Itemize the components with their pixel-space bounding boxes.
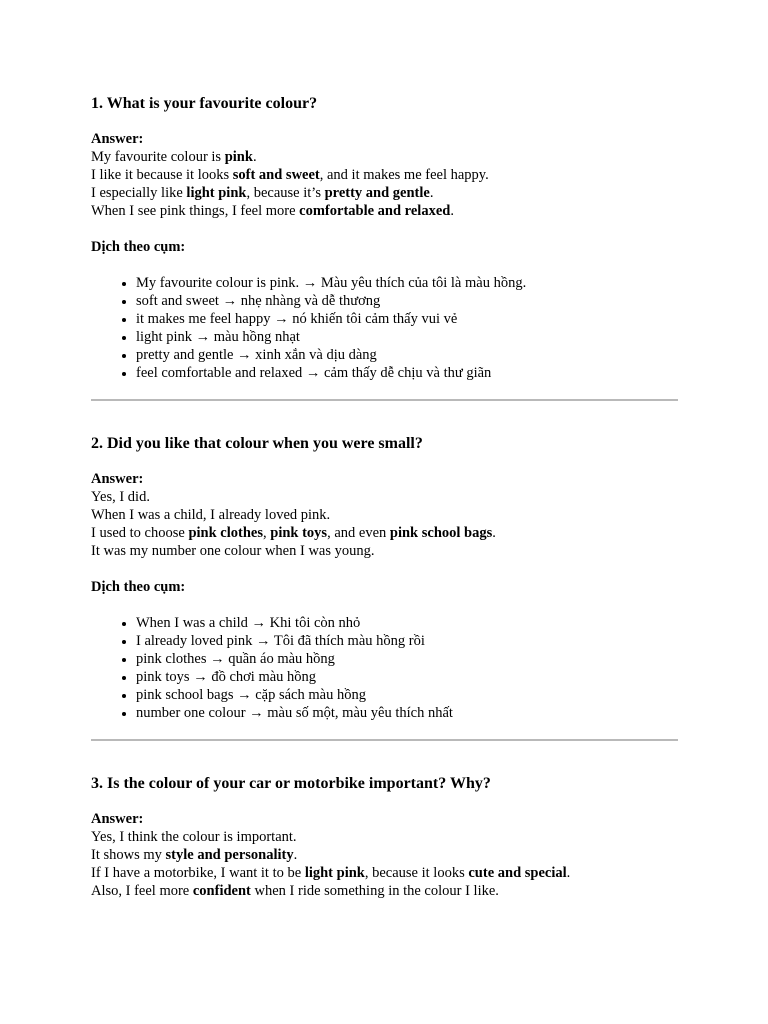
emphasis-text: light pink [186,185,247,201]
emphasis-text: comfortable and relaxed [299,203,451,219]
answer-line: It shows my style and personality. [91,847,298,863]
section-1 [91,94,678,434]
emphasis-text: light pink [304,865,365,881]
document-content [91,94,678,900]
translation-list-2 [91,614,678,722]
translation-item: • it makes me feel happy → nó khiến tôi cảm thấy vui vẻ [136,310,678,328]
translation-item: • feel comfortable and relaxed → cảm thấy dễ chịu và thư giãn [136,364,678,382]
emphasis-text: pink school bags [389,525,493,541]
answer-line: Yes, I did. [91,489,150,505]
answer-line: When I was a child, I already loved pink. [91,507,331,523]
question-title-1: 1. What is your favourite colour? [91,95,318,112]
translation-item: • pretty and gentle → xinh xắn và dịu dàng [136,346,678,364]
translation-item: • pink school bags → cặp sách màu hồng [136,686,678,704]
translation-item: • soft and sweet → nhẹ nhàng và dễ thương [136,292,678,310]
question-title-3: 3. Is the colour of your car or motorbike important? Why? [91,775,491,792]
translation-label-1: Dịch theo cụm: [91,239,186,255]
translation-item: • light pink → màu hồng nhạt [136,328,678,346]
answer-line: I used to choose pink clothes, pink toys, and even pink school bags. [91,525,496,541]
translation-item: • When I was a child → Khi tôi còn nhỏ [136,614,678,632]
answer-block-3 [91,828,678,900]
emphasis-text: confident [192,883,251,899]
answer-line: My favourite colour is pink. [91,149,257,165]
answer-label-2: Answer: [91,471,144,487]
answer-block-2 [91,488,678,560]
answer-line: Also, I feel more confident when I ride something in the colour I like. [91,883,499,899]
question-title-2: 2. Did you like that colour when you were small? [91,435,423,452]
emphasis-text: cute and special [468,865,567,881]
translation-item: • My favourite colour is pink. → Màu yêu thích của tôi là màu hồng. [136,274,678,292]
answer-line: When I see pink things, I feel more comfortable and relaxed. [91,203,454,219]
translation-item: • number one colour → màu số một, màu yêu thích nhất [136,704,678,722]
answer-label-1: Answer: [91,131,144,147]
emphasis-text: soft and sweet [232,167,320,183]
emphasis-text: pink [224,149,253,165]
answer-block-1 [91,148,678,220]
translation-list-1 [91,274,678,382]
answer-line: If I have a motorbike, I want it to be light pink, because it looks cute and special. [91,865,571,881]
answer-line: I especially like light pink, because it’s pretty and gentle. [91,185,434,201]
answer-label-3: Answer: [91,811,144,827]
answer-line: It was my number one colour when I was young. [91,543,375,559]
emphasis-text: pretty and gentle [324,185,430,201]
translation-item: • pink toys → đồ chơi màu hồng [136,668,678,686]
translation-item: • I already loved pink → Tôi đã thích màu hồng rồi [136,632,678,650]
section-3 [91,774,678,900]
answer-line: I like it because it looks soft and sweet, and it makes me feel happy. [91,167,489,183]
emphasis-text: pink toys [270,525,328,541]
emphasis-text: style and personality [165,847,294,863]
translation-item: • pink clothes → quần áo màu hồng [136,650,678,668]
answer-line: Yes, I think the colour is important. [91,829,297,845]
emphasis-text: pink clothes [188,525,263,541]
translation-label-2: Dịch theo cụm: [91,579,186,595]
section-2 [91,434,678,774]
